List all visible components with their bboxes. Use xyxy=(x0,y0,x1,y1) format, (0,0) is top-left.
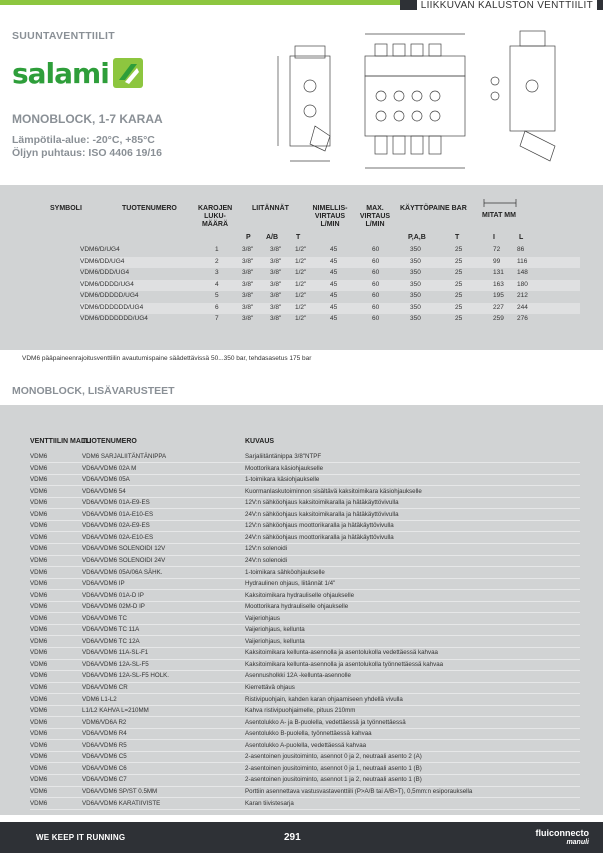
col-header-symboli: SYMBOLI xyxy=(50,205,82,212)
table-cell: L1/L2 KAHVA L=210MM xyxy=(82,707,149,715)
dimension-icon xyxy=(480,198,520,208)
table-cell: 25 xyxy=(455,246,463,253)
table-cell: 60 xyxy=(372,303,380,311)
col-sub-i: I xyxy=(493,234,495,241)
logo-mark-icon xyxy=(111,56,145,90)
table-cell: VD6A/VDM6 12A-SL-F5 HOLK. xyxy=(82,672,169,680)
spec-table-row xyxy=(80,257,580,268)
table-cell: 25 xyxy=(455,315,463,322)
table-cell: Porttiin asennettava vastusvastaventtiili (P>A/B tai A/B>T), 0,5mm:n esiporauksella xyxy=(245,787,473,795)
table-cell: 3/8" xyxy=(270,280,282,288)
page-number: 291 xyxy=(284,832,301,843)
accessory-row xyxy=(30,799,580,810)
accessory-row xyxy=(30,498,580,509)
table-cell: 25 xyxy=(455,280,463,288)
table-cell: Asentolukko B-puolella, työnnettäessä kahvaa xyxy=(245,730,372,738)
table-cell: VDM6 xyxy=(30,787,48,795)
table-cell: VDM6 xyxy=(30,603,48,611)
table-cell: Kierrettävä ohjaus xyxy=(245,684,295,691)
accessory-row xyxy=(30,544,580,555)
table-cell: VDM6 xyxy=(30,568,48,576)
header-line: NIMELLIS- xyxy=(312,205,348,212)
table-cell: VD6A/VDM6 C5 xyxy=(82,753,127,761)
accessories-title: MONOBLOCK, LISÄVARUSTEET xyxy=(12,385,175,397)
section-title: LIIKKUVAN KALUSTON VENTTIILIT xyxy=(417,0,597,11)
accessory-row xyxy=(30,741,580,752)
table-cell: 60 xyxy=(372,292,380,299)
valve-technical-drawing xyxy=(270,26,600,176)
table-cell: VDM6/DDDDD/UG4 xyxy=(80,292,139,299)
table-cell: VDM6 xyxy=(30,672,48,680)
table-note: VDM6 pääpaineenrajoitusventtiilin avautumispaine säädettävissä 50...350 bar, tehdasasetus 175 bar xyxy=(22,355,312,362)
table-cell: VDM6 L1-L2 xyxy=(82,695,117,703)
table-cell: 25 xyxy=(455,303,463,311)
table-cell: Sarjaliitäntänippa 3/8"NTPF xyxy=(245,453,322,460)
table-cell: 45 xyxy=(330,303,338,311)
table-cell: VDM6 xyxy=(30,464,48,472)
table-cell: VD6A/VDM6 TC xyxy=(82,614,127,622)
table-cell: Kaksitoimikara hydrauliselle ohjaukselle xyxy=(245,591,355,599)
table-cell: 2-asentoinen jousitoiminto, asennot 0 ja 1, neutraali asento 1 (B) xyxy=(245,764,422,772)
spec-table-row xyxy=(80,280,580,291)
table-cell: 45 xyxy=(330,280,338,288)
brand-name: fluiconnecto xyxy=(535,828,589,838)
table-cell: 1/2" xyxy=(295,246,307,253)
table-cell: 259 xyxy=(493,315,504,322)
table-cell: 3/8" xyxy=(270,269,282,276)
spec-table-row xyxy=(80,291,580,302)
spec-table-row xyxy=(80,314,580,325)
table-cell: VD6A/VDM6 SOLENOIDI 12V xyxy=(82,545,166,553)
col-header-liitannat: LIITÄNNÄT xyxy=(252,205,289,212)
accessory-row xyxy=(30,591,580,602)
table-cell: 72 xyxy=(493,246,501,253)
table-cell: Moottorikara käsiohjaukselle xyxy=(245,464,324,472)
table-cell: 45 xyxy=(330,292,338,299)
accessory-row xyxy=(30,614,580,625)
accessory-row xyxy=(30,752,580,763)
table-cell: VDM6 xyxy=(30,545,48,553)
table-cell: 60 xyxy=(372,246,380,253)
table-cell: 276 xyxy=(517,315,528,322)
col-sub-tt: T xyxy=(455,234,460,241)
table-cell: VDM6 xyxy=(30,776,48,784)
table-cell: 1-toimikara sähköohjaukselle xyxy=(245,568,325,576)
table-cell: VDM6 xyxy=(30,684,48,691)
accessory-row xyxy=(30,787,580,798)
table-cell: 3/8" xyxy=(242,292,254,299)
table-cell: 3/8" xyxy=(242,246,254,253)
accessory-row xyxy=(30,521,580,532)
table-cell: VD6A/VDM6 02A-E9-ES xyxy=(82,522,150,530)
table-cell: 60 xyxy=(372,269,380,276)
accessory-row xyxy=(30,452,580,463)
col-header-tuotenumero-2: TUOTENUMERO xyxy=(82,438,137,445)
table-cell: VDM6 xyxy=(30,695,48,703)
accessory-row xyxy=(30,487,580,498)
table-cell: Vaijeriohjaus xyxy=(245,614,280,622)
table-cell: VDM6 xyxy=(30,753,48,761)
col-header-tuotenumero: TUOTENUMERO xyxy=(122,205,177,212)
table-cell: VD6A/VDM6 01A-E10-ES xyxy=(82,510,154,518)
table-cell: 244 xyxy=(517,303,528,311)
accessory-row xyxy=(30,475,580,486)
table-cell: 3/8" xyxy=(242,303,254,311)
table-cell: 131 xyxy=(493,269,504,276)
table-cell: 24V:n sähköohjaus moottorikaralla ja hätäkäyttövivulla xyxy=(245,533,394,541)
table-cell: 7 xyxy=(215,315,219,322)
table-cell: VDM6 xyxy=(30,718,48,726)
header-line: VIRTAUS xyxy=(359,213,391,220)
header-line: MÄÄRÄ xyxy=(201,221,229,228)
table-cell: 148 xyxy=(517,269,528,276)
header-line: KAROJEN xyxy=(198,205,233,212)
table-cell: 227 xyxy=(493,303,504,311)
table-cell: 1/2" xyxy=(295,257,307,265)
table-cell: 3/8" xyxy=(242,315,254,322)
table-cell: 2-asentoinen jousitoiminto, asennot 1 ja 2, neutraali asento 1 (B) xyxy=(245,776,422,784)
table-cell: VDM6/DDDDDDD/UG4 xyxy=(80,315,148,322)
table-cell: 45 xyxy=(330,269,338,276)
salami-logo xyxy=(12,56,252,90)
logo-wordmark: salami xyxy=(12,56,109,90)
accessory-row xyxy=(30,510,580,521)
table-cell: 25 xyxy=(455,257,463,265)
table-cell: 25 xyxy=(455,292,463,299)
table-cell: 1/2" xyxy=(295,292,307,299)
table-cell: 12V:n sähköohjaus moottorikaralla ja hätäkäyttövivulla xyxy=(245,522,394,530)
table-cell: 86 xyxy=(517,246,525,253)
header-line: LUKU- xyxy=(204,213,226,220)
table-cell: 3 xyxy=(215,269,219,276)
table-cell: Karan tiivistesarja xyxy=(245,799,294,807)
table-cell: VD6A/VDM6 R5 xyxy=(82,741,127,749)
table-cell: VDM6 xyxy=(30,637,48,645)
table-cell: VDM6 xyxy=(30,741,48,749)
table-cell: 180 xyxy=(517,280,528,288)
table-cell: Asentolukko A-puolella, vedettäessä kahvaa xyxy=(245,741,367,749)
col-header-kayttopaine: KÄYTTÖPAINE BAR xyxy=(400,205,467,212)
table-cell: 3/8" xyxy=(242,257,254,265)
table-cell: Hydraulinen ohjaus, liitännät 1/4" xyxy=(245,580,336,588)
table-cell: VDM6 xyxy=(30,649,48,657)
col-header-karoja xyxy=(198,205,232,229)
table-cell: 12V:n solenoidi xyxy=(245,545,288,553)
table-cell: Moottorikara hydrauliselle ohjaukselle xyxy=(245,603,349,611)
table-cell: 3/8" xyxy=(270,315,282,322)
table-cell: Vaijeriohjaus, kellunta xyxy=(245,637,305,645)
table-cell: 350 xyxy=(410,303,421,311)
table-cell: VDM6 xyxy=(30,764,48,772)
table-cell: 1/2" xyxy=(295,303,307,311)
table-cell: VD6A/VDM6 01A-D IP xyxy=(82,591,144,599)
table-cell: VDM6 xyxy=(30,476,48,484)
table-cell: 3/8" xyxy=(242,269,254,276)
table-cell: VDM6 xyxy=(30,522,48,530)
table-cell: VDM6 SARJALIITÄNTÄNIPPA xyxy=(82,453,167,460)
accessory-row xyxy=(30,464,580,475)
table-cell: 350 xyxy=(410,257,421,265)
col-header-max xyxy=(358,205,392,229)
table-cell: 24V:n solenoidi xyxy=(245,556,288,564)
table-cell: 1-toimikara käsiohjaukselle xyxy=(245,476,320,484)
table-cell: 3/8" xyxy=(270,303,282,311)
table-cell: VDM6 xyxy=(30,580,48,588)
brand-sub: manuli xyxy=(566,839,589,846)
table-cell: VDM6 xyxy=(30,799,48,807)
table-cell: Vaijeriohjaus, kellunta xyxy=(245,626,305,634)
table-cell: 60 xyxy=(372,257,380,265)
accessory-row xyxy=(30,625,580,636)
accessory-row xyxy=(30,706,580,717)
accessory-row xyxy=(30,602,580,613)
table-cell: 45 xyxy=(330,246,338,253)
table-cell: 5 xyxy=(215,292,219,299)
table-cell: Kaksitoimikara kellunta-asennolla ja asentolukolla vedettäessä kahvaa xyxy=(245,649,438,657)
col-header-mitat: MITAT MM xyxy=(482,212,516,219)
footer-slogan: WE KEEP IT RUNNING xyxy=(36,833,126,842)
accessory-row xyxy=(30,648,580,659)
spec-table-row xyxy=(80,303,580,314)
accessory-row xyxy=(30,568,580,579)
accessory-row xyxy=(30,729,580,740)
table-cell: VD6A/VDM6 KARATIIVISTE xyxy=(82,799,161,807)
header-line: MAX. xyxy=(366,205,384,212)
table-cell: VDM6 xyxy=(30,556,48,564)
table-cell: Ristivipuohjain, kahden karan ohjaamiseen yhdellä vivulla xyxy=(245,695,403,703)
footer-brand-logo xyxy=(536,828,590,848)
table-cell: Asennusholkki 12A -kellunta-asennolle xyxy=(245,672,351,680)
table-cell: VD6A/VDM6 CR xyxy=(82,684,128,691)
header-line: L/MIN xyxy=(320,221,340,228)
table-cell: 60 xyxy=(372,315,380,322)
col-sub-t: T xyxy=(296,234,301,241)
header-line: L/MIN xyxy=(365,221,385,228)
footer xyxy=(0,822,603,853)
table-cell: 163 xyxy=(493,280,504,288)
table-cell: VD6A/VDM6 02A-E10-ES xyxy=(82,533,154,541)
table-cell: Kahva ristivipuohjaimelle, pituus 210mm xyxy=(245,707,356,715)
col-sub-l: L xyxy=(519,234,524,241)
table-cell: 99 xyxy=(493,257,501,265)
table-cell: 45 xyxy=(330,257,338,265)
table-cell: 24V:n sähköohjaus kaksitoimikaralla ja hätäkäyttövivulla xyxy=(245,510,399,518)
table-cell: 3/8" xyxy=(270,246,282,253)
accessory-row xyxy=(30,764,580,775)
accessory-row xyxy=(30,775,580,786)
table-cell: 350 xyxy=(410,269,421,276)
table-cell: VD6A/VDM6 01A-E9-ES xyxy=(82,499,150,507)
table-cell: 45 xyxy=(330,315,338,322)
table-cell: VD6A/VDM6 TC 12A xyxy=(82,637,140,645)
spec-table-row xyxy=(80,268,580,279)
table-cell: 350 xyxy=(410,315,421,322)
accessory-row xyxy=(30,683,580,694)
table-cell: 60 xyxy=(372,280,380,288)
col-sub-ab: A/B xyxy=(266,234,279,241)
header-bar xyxy=(0,0,603,10)
table-cell: VD6A/VDM6 12A-SL-F5 xyxy=(82,660,149,668)
table-cell: 116 xyxy=(517,257,528,265)
table-cell: 2-asentoinen jousitoiminto, asennot 0 ja 2, neutraali asento 2 (A) xyxy=(245,753,422,761)
table-cell: 1/2" xyxy=(295,269,307,276)
table-cell: VD6A/VDM6 11A-SL-F1 xyxy=(82,649,149,657)
product-intro xyxy=(12,30,252,160)
accessory-row xyxy=(30,660,580,671)
table-cell: VD6A/VDM6 02M-D IP xyxy=(82,603,145,611)
table-cell: VDM6 xyxy=(30,533,48,541)
accessory-row xyxy=(30,718,580,729)
table-cell: VD6A/VDM6 54 xyxy=(82,487,126,495)
table-cell: 1/2" xyxy=(295,280,307,288)
product-title: MONOBLOCK, 1-7 KARAA xyxy=(12,112,163,126)
table-cell: VDM6/DDDD/UG4 xyxy=(80,280,134,288)
table-cell: VDM6 xyxy=(30,453,48,460)
table-cell: VDM6 xyxy=(30,660,48,668)
table-cell: VD6A/VDM6 SP/ST 0.5MM xyxy=(82,787,158,795)
table-cell: VD6A/VDM6 C6 xyxy=(82,764,127,772)
table-cell: 6 xyxy=(215,303,219,311)
category-title: SUUNTAVENTTIILIT xyxy=(12,30,115,42)
table-cell: 4 xyxy=(215,280,219,288)
table-cell: VDM6/VD6A R2 xyxy=(82,718,127,726)
table-cell: 350 xyxy=(410,246,421,253)
table-cell: VD6A/VDM6 R4 xyxy=(82,730,127,738)
header-line: VIRTAUS xyxy=(314,213,346,220)
table-cell: VDM6 xyxy=(30,626,48,634)
spec-oil-cleanliness: Öljyn puhtaus: ISO 4406 19/16 xyxy=(12,147,162,159)
accessory-row xyxy=(30,556,580,567)
table-cell: 12V:n sähköohjaus kaksitoimikaralla ja hätäkäyttövivulla xyxy=(245,499,399,507)
col-sub-pab: P,A,B xyxy=(408,234,426,241)
table-cell: VD6A/VDM6 C7 xyxy=(82,776,127,784)
table-cell: VDM6 xyxy=(30,487,48,495)
col-header-malli: VENTTIILIN MALLI xyxy=(30,438,92,445)
table-cell: VDM6 xyxy=(30,510,48,518)
table-cell: 350 xyxy=(410,292,421,299)
table-cell: VD6A/VDM6 SOLENOIDI 24V xyxy=(82,556,166,564)
table-cell: 25 xyxy=(455,269,463,276)
table-cell: VDM6/D/UG4 xyxy=(80,246,120,253)
table-cell: VD6A/VDM6 TC 11A xyxy=(82,626,140,634)
col-header-nimellis xyxy=(310,205,350,229)
accessory-row xyxy=(30,695,580,706)
table-cell: 2 xyxy=(215,257,219,265)
table-cell: 3/8" xyxy=(270,257,282,265)
table-cell: VDM6 xyxy=(30,499,48,507)
table-cell: 350 xyxy=(410,280,421,288)
table-cell: VDM6/DD/UG4 xyxy=(80,257,125,265)
table-cell: Asentolukko A- ja B-puolella, vedettäessä ja työnnettäessä xyxy=(245,718,406,726)
table-cell: 212 xyxy=(517,292,528,299)
col-header-kuvaus: KUVAUS xyxy=(245,438,275,445)
spec-table-row xyxy=(80,245,580,256)
table-cell: 3/8" xyxy=(242,280,254,288)
table-cell: VDM6 xyxy=(30,591,48,599)
table-cell: 1/2" xyxy=(295,315,307,322)
table-cell: VD6A/VDM6 IP xyxy=(82,580,125,588)
table-cell: VD6A/VDM6 05A xyxy=(82,476,130,484)
col-sub-p: P xyxy=(246,234,251,241)
table-cell: Kaksitoimikara kellunta-asennolla ja asentolukolla työnnettäessä kahvaa xyxy=(245,660,444,668)
table-cell: VDM6/DDDDDD/UG4 xyxy=(80,303,144,311)
spec-temperature: Lämpötila-alue: -20°C, +85°C xyxy=(12,134,155,146)
table-cell: VDM6 xyxy=(30,707,48,715)
accessory-row xyxy=(30,533,580,544)
accessory-row xyxy=(30,671,580,682)
accessory-row xyxy=(30,637,580,648)
accessory-row xyxy=(30,579,580,590)
table-cell: VD6A/VDM6 02A M xyxy=(82,464,137,472)
table-cell: VD6A/VDM6 05A/06A SÄHK. xyxy=(82,568,163,576)
table-cell: 195 xyxy=(493,292,504,299)
table-cell: VDM6/DDD/UG4 xyxy=(80,269,130,276)
table-cell: 3/8" xyxy=(270,292,282,299)
table-cell: VDM6 xyxy=(30,730,48,738)
header-accent-stripe xyxy=(0,0,400,5)
table-cell: VDM6 xyxy=(30,614,48,622)
table-cell: 1 xyxy=(215,246,219,253)
table-cell: Kuormanlaskutoiminnon sisältävä kaksitoimikara käsiohjaukselle xyxy=(245,487,422,495)
